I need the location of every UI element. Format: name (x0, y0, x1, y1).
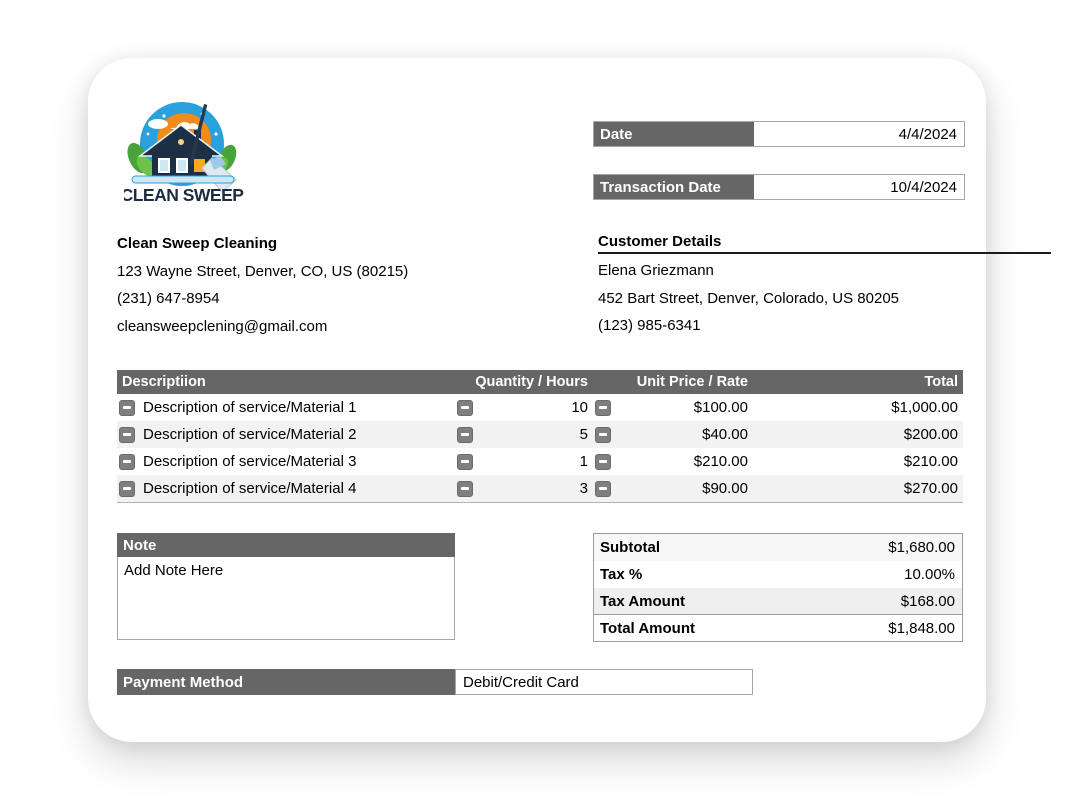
item-total: $200.00 (903, 426, 958, 443)
tax-percent-label: Tax % (600, 566, 643, 583)
item-unit-price[interactable]: $210.00 (693, 453, 748, 470)
header-total: Total (924, 374, 958, 390)
item-quantity[interactable]: 10 (571, 399, 588, 416)
item-unit-price[interactable]: $90.00 (702, 480, 748, 497)
decrement-quantity-button[interactable] (457, 427, 473, 443)
table-row (117, 448, 963, 475)
item-quantity[interactable]: 1 (579, 453, 588, 470)
remove-description-button[interactable] (119, 427, 135, 443)
table-row (117, 421, 963, 448)
date-row (593, 121, 965, 147)
customer-name: Elena Griezmann (598, 262, 714, 279)
clean-sweep-logo-icon (124, 100, 244, 205)
decrement-quantity-button[interactable] (457, 481, 473, 497)
note-header: Note (117, 533, 455, 557)
remove-description-button[interactable] (119, 400, 135, 416)
tax-percent-value[interactable]: 10.00% (904, 566, 955, 583)
item-total: $270.00 (903, 480, 958, 497)
subtotal-value: $1,680.00 (888, 539, 955, 556)
transaction-date-label: Transaction Date (594, 175, 754, 199)
invoice-card (88, 58, 986, 742)
logo-text: CLEAN SWEEP (124, 185, 244, 205)
decrement-price-button[interactable] (595, 427, 611, 443)
header-description: Descriptiion (122, 374, 206, 390)
item-description[interactable]: Description of service/Material 2 (143, 426, 357, 443)
total-amount-label: Total Amount (600, 619, 695, 637)
tax-amount-row (594, 588, 962, 614)
transaction-date-value-field[interactable]: 10/4/2024 (754, 175, 964, 199)
company-phone: (231) 647-8954 (117, 290, 220, 307)
company-name: Clean Sweep Cleaning (117, 235, 278, 252)
decrement-price-button[interactable] (595, 481, 611, 497)
company-details (117, 230, 557, 340)
payment-method-field[interactable]: Debit/Credit Card (455, 669, 753, 695)
item-unit-price[interactable]: $40.00 (702, 426, 748, 443)
item-total: $1,000.00 (891, 399, 958, 416)
decrement-quantity-button[interactable] (457, 400, 473, 416)
item-description[interactable]: Description of service/Material 3 (143, 453, 357, 470)
item-description[interactable]: Description of service/Material 1 (143, 399, 357, 416)
totals-summary (593, 533, 963, 642)
decrement-quantity-button[interactable] (457, 454, 473, 470)
company-logo (124, 100, 244, 205)
item-unit-price[interactable]: $100.00 (693, 399, 748, 416)
transaction-date-row (593, 174, 965, 200)
items-table-header (117, 370, 963, 394)
company-email: cleansweepclening@gmail.com (117, 317, 328, 335)
date-value-field[interactable]: 4/4/2024 (754, 122, 964, 146)
header-unit-price: Unit Price / Rate (636, 374, 748, 390)
item-description[interactable]: Description of service/Material 4 (143, 480, 357, 497)
subtotal-label: Subtotal (600, 539, 660, 556)
payment-method-row (117, 669, 753, 695)
tax-amount-label: Tax Amount (600, 592, 685, 610)
header-quantity: Quantity / Hours (475, 374, 588, 390)
remove-description-button[interactable] (119, 481, 135, 497)
table-row (117, 475, 963, 502)
tax-percent-row (594, 561, 962, 588)
item-total: $210.00 (903, 453, 958, 470)
decrement-price-button[interactable] (595, 400, 611, 416)
customer-details (598, 230, 1051, 340)
decrement-price-button[interactable] (595, 454, 611, 470)
table-row (117, 394, 963, 421)
subtotal-row (594, 534, 962, 561)
item-quantity[interactable]: 3 (579, 480, 588, 497)
company-address: 123 Wayne Street, Denver, CO, US (80215) (117, 262, 409, 280)
item-quantity[interactable]: 5 (579, 426, 588, 443)
customer-details-heading: Customer Details (598, 230, 1051, 254)
remove-description-button[interactable] (119, 454, 135, 470)
customer-address: 452 Bart Street, Denver, Colorado, US 80205 (598, 289, 900, 307)
customer-phone: (123) 985-6341 (598, 317, 701, 334)
tax-amount-value: $168.00 (900, 592, 955, 610)
total-amount-row (594, 614, 962, 641)
date-label: Date (594, 122, 754, 146)
note-input[interactable]: Add Note Here (117, 557, 455, 640)
payment-method-label: Payment Method (117, 669, 455, 695)
items-table (117, 370, 963, 503)
total-amount-value: $1,848.00 (888, 619, 955, 637)
